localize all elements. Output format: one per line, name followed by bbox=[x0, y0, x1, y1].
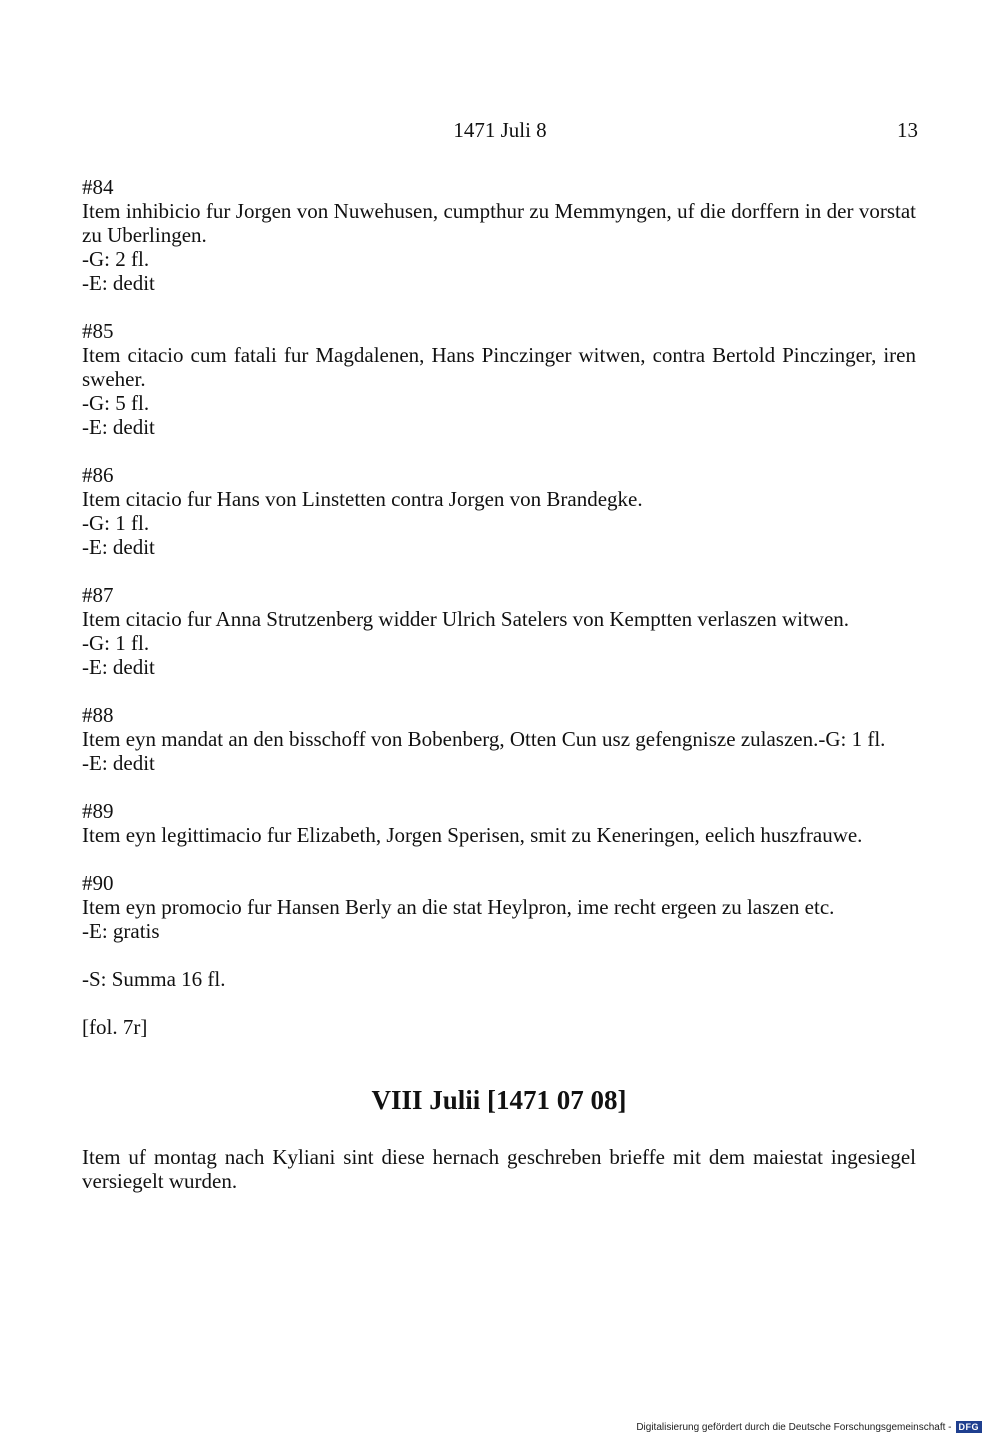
entry-number: #85 bbox=[82, 319, 114, 343]
running-title: 1471 Juli 8 bbox=[453, 118, 547, 142]
entry-text: Item eyn promocio fur Hansen Berly an die stat Heylpron, ime recht ergeen zu laszen etc. bbox=[82, 895, 835, 919]
entry-84 bbox=[82, 175, 916, 295]
entry-status-line: -E: dedit bbox=[82, 655, 155, 679]
section-text: Item uf montag nach Kyliani sint diese hernach geschreben brieffe mit dem maiestat ingesiegel versiegelt wurden. bbox=[82, 1145, 916, 1193]
entry-fee-line: -G: 1 fl. bbox=[82, 511, 150, 535]
entry-number: #84 bbox=[82, 175, 114, 199]
entry-85 bbox=[82, 319, 916, 439]
entry-text: Item eyn mandat an den bisschoff von Bobenberg, Otten Cun usz gefengnisze zulaszen.-G: 1 fl. bbox=[82, 727, 886, 751]
entry-86 bbox=[82, 463, 916, 559]
dfg-logo: DFG bbox=[956, 1421, 983, 1433]
entry-status-line: -E: dedit bbox=[82, 751, 155, 775]
entry-87 bbox=[82, 583, 916, 679]
entry-90 bbox=[82, 871, 916, 943]
entry-text: Item citacio fur Anna Strutzenberg widder Ulrich Satelers von Kemptten verlaszen witwen. bbox=[82, 607, 850, 631]
entry-fee-line: -G: 2 fl. bbox=[82, 247, 150, 271]
entry-fee-line: -G: 5 fl. bbox=[82, 391, 150, 415]
entry-text: Item inhibicio fur Jorgen von Nuwehusen, cumpthur zu Memmyngen, uf die dorffern in der vorstat zu Uberlingen. bbox=[82, 199, 916, 247]
summary-line: -S: Summa 16 fl. bbox=[82, 967, 226, 991]
entry-88 bbox=[82, 703, 916, 775]
entry-text: Item eyn legittimacio fur Elizabeth, Jorgen Sperisen, smit zu Keneringen, eelich huszfrauwe. bbox=[82, 823, 863, 847]
section-heading: VIII Julii [1471 07 08] bbox=[371, 1085, 627, 1115]
running-head bbox=[82, 118, 918, 146]
entry-text: Item citacio cum fatali fur Magdalenen, Hans Pinczinger witwen, contra Bertold Pinczinger, iren sweher. bbox=[82, 343, 916, 391]
folio-marker: [fol. 7r] bbox=[82, 1015, 148, 1039]
entry-status-line: -E: dedit bbox=[82, 535, 155, 559]
entry-89 bbox=[82, 799, 916, 847]
page-content bbox=[82, 175, 916, 1193]
credit-text: Digitalisierung gefördert durch die Deutsche Forschungsgemeinschaft - bbox=[636, 1421, 952, 1433]
entry-text: Item citacio fur Hans von Linstetten contra Jorgen von Brandegke. bbox=[82, 487, 643, 511]
entry-number: #89 bbox=[82, 799, 114, 823]
entry-number: #87 bbox=[82, 583, 114, 607]
entry-number: #90 bbox=[82, 871, 114, 895]
entry-number: #88 bbox=[82, 703, 114, 727]
page-number: 13 bbox=[897, 118, 918, 142]
entry-fee-line: -G: 1 fl. bbox=[82, 631, 150, 655]
entry-status-line: -E: dedit bbox=[82, 271, 155, 295]
entry-status-line: -E: dedit bbox=[82, 415, 155, 439]
digitization-credit bbox=[636, 1421, 982, 1433]
entry-number: #86 bbox=[82, 463, 114, 487]
entry-status-line: -E: gratis bbox=[82, 919, 160, 943]
